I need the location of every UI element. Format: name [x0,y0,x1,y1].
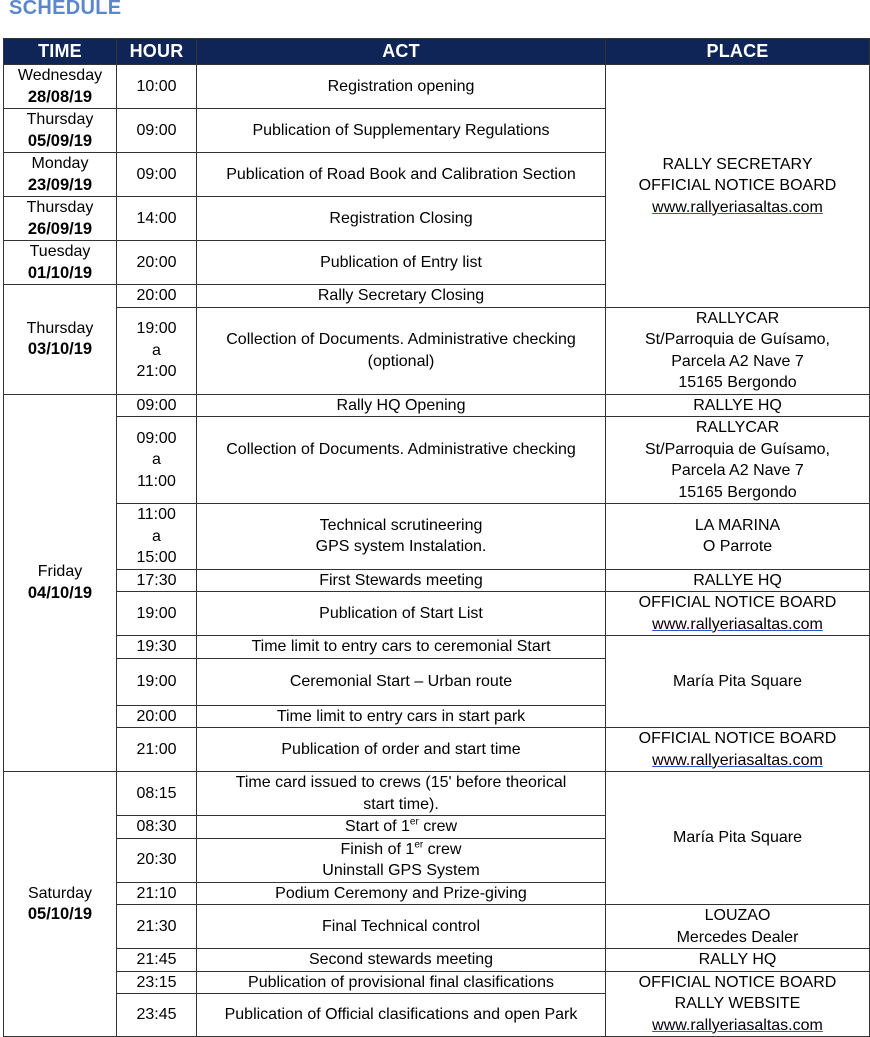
hour-cell: 19:00 [117,592,197,636]
day-name: Saturday [27,884,93,902]
day-name: Tuesday [29,243,91,260]
hour-cell: 20:00 [117,241,197,285]
header-row [4,39,870,65]
day-date: 04/10/19 [27,583,93,602]
act-cell: Second stewards meeting [197,949,606,972]
header-time: TIME [4,39,117,65]
act-cell [197,816,606,839]
act-cell: Publication of Official clasifications and open Park [197,994,606,1037]
act-line: Uninstall GPS System [322,862,480,879]
table-row [4,728,870,772]
table-row [4,569,870,592]
hour-cell: 23:15 [117,971,197,994]
place-line: RALLYCAR [695,419,780,436]
place-cell: RALLYE HQ [606,394,870,417]
act-text: Start of 1 [344,818,410,835]
act-cell: Collection of Documents. Administrative checking [197,417,606,504]
website-link[interactable]: www.rallyeriasaltas.com [652,198,823,216]
hour-cell: 23:45 [117,994,197,1037]
website-link[interactable]: www.rallyeriasaltas.com [652,1016,823,1034]
day-name: Thursday [26,199,94,216]
act-cell: Rally HQ Opening [197,394,606,417]
act-cell: Publication of provisional final clasifications [197,971,606,994]
act-cell [197,504,606,570]
place-line: OFFICIAL NOTICE BOARD [638,973,837,991]
day-name: Friday [37,563,83,581]
hour-cell: 20:30 [117,838,197,882]
header-place: PLACE [606,39,870,65]
day-cell [4,153,117,197]
place-cell [606,65,870,308]
header-hour: HOUR [117,39,197,65]
place-line: 15165 Bergondo [678,374,797,391]
place-line: RALLY WEBSITE [674,995,801,1012]
day-cell [4,65,117,109]
hour-cell: 14:00 [117,197,197,241]
place-line: Mercedes Dealer [676,928,799,946]
place-line: O Parrote [702,538,773,556]
place-line: OFFICIAL NOTICE BOARD [638,177,837,194]
day-name: Monday [31,155,89,172]
day-cell [4,285,117,395]
place-cell [606,307,870,394]
place-line: Parcela A2 Nave 7 [671,352,804,370]
day-date: 05/09/19 [27,131,93,150]
act-cell: Time limit to entry cars in start park [197,705,606,728]
day-date: 26/09/19 [27,219,93,238]
day-cell [4,241,117,285]
hour-to: 21:00 [136,363,177,381]
day-name: Wednesday [17,67,103,84]
act-line: Time card issued to crews (15' before theorical [235,774,567,791]
hour-cell: 08:15 [117,772,197,816]
table-row [4,65,870,109]
act-cell: Publication of Supplementary Regulations [197,109,606,153]
table-row [4,592,870,636]
place-line: St/Parroquia de Guísamo, [645,440,830,458]
place-cell [606,417,870,504]
table-row [4,504,870,570]
act-text: crew [418,818,458,835]
table-row [4,949,870,972]
table-row [4,394,870,417]
act-cell: Ceremonial Start – Urban route [197,658,606,705]
website-link[interactable]: www.rallyeriasaltas.com [652,751,823,769]
act-cell: First Stewards meeting [197,569,606,592]
hour-sep: a [152,451,161,469]
hour-cell: 21:10 [117,882,197,905]
act-cell: Publication of Start List [197,592,606,636]
place-line: LA MARINA [694,516,781,534]
act-cell: Publication of Road Book and Calibration Section [197,153,606,197]
place-cell [606,971,870,1037]
place-line: LOUZAO [704,907,771,924]
place-cell [606,728,870,772]
hour-cell: 09:00 [117,109,197,153]
act-cell: Registration Closing [197,197,606,241]
hour-cell: 10:00 [117,65,197,109]
act-cell: Registration opening [197,65,606,109]
act-cell: Publication of Entry list [197,241,606,285]
act-line: start time). [363,795,439,813]
table-row [4,307,870,394]
day-date: 28/08/19 [27,87,93,106]
act-cell [197,838,606,882]
place-cell [606,592,870,636]
place-line: RALLY SECRETARY [662,155,813,173]
place-cell [606,905,870,949]
day-date: 01/10/19 [27,263,93,282]
table-row [4,417,870,504]
act-cell: Rally Secretary Closing [197,285,606,308]
day-cell [4,109,117,153]
hour-cell: 19:00 [117,658,197,705]
act-cell [197,307,606,394]
place-cell: María Pita Square [606,772,870,905]
website-link[interactable]: www.rallyeriasaltas.com [652,615,823,633]
hour-cell: 20:00 [117,705,197,728]
place-line: Parcela A2 Nave 7 [671,462,804,479]
place-line: St/Parroquia de Guísamo, [645,331,830,348]
header-act: ACT [197,39,606,65]
schedule-table [3,38,870,1037]
act-line: Collection of Documents. Administrative checking [226,331,576,348]
act-cell: Podium Ceremony and Prize-giving [197,882,606,905]
hour-cell [117,504,197,570]
act-cell [197,772,606,816]
table-row [4,772,870,816]
place-line: 15165 Bergondo [678,483,797,501]
act-superscript: er [409,816,419,828]
hour-from: 19:00 [136,320,177,338]
day-name: Thursday [26,319,94,337]
table-row [4,905,870,949]
day-name: Thursday [26,111,94,128]
hour-to: 11:00 [137,472,176,490]
act-line: GPS system Instalation. [315,538,487,556]
day-date: 05/10/19 [27,905,93,923]
act-line: Technical scrutineering [319,516,483,534]
act-superscript: er [414,839,424,851]
place-line: OFFICIAL NOTICE BOARD [638,730,837,747]
hour-cell: 09:00 [117,153,197,197]
act-cell: Publication of order and start time [197,728,606,772]
hour-sep: a [152,341,161,359]
day-cell [4,197,117,241]
day-date: 03/10/19 [27,340,93,359]
hour-cell: 08:30 [117,816,197,839]
place-cell: María Pita Square [606,636,870,728]
hour-cell: 21:45 [117,949,197,972]
act-cell: Time limit to entry cars to ceremonial Start [197,636,606,659]
place-cell: RALLY HQ [606,949,870,972]
act-cell: Final Technical control [197,905,606,949]
hour-from: 09:00 [136,429,177,447]
hour-cell [117,307,197,394]
act-line: (optional) [367,352,435,370]
place-cell: RALLYE HQ [606,569,870,592]
day-date: 23/09/19 [27,175,93,194]
hour-cell: 19:30 [117,636,197,659]
hour-from: 11:00 [137,506,176,523]
place-line: OFFICIAL NOTICE BOARD [638,594,837,611]
place-line: RALLYCAR [695,309,780,327]
table-row [4,636,870,659]
day-cell [4,772,117,1037]
hour-cell: 21:00 [117,728,197,772]
act-text: Finish of 1 [340,840,415,858]
hour-cell: 17:30 [117,569,197,592]
hour-cell: 09:00 [117,394,197,417]
day-cell [4,394,117,772]
hour-cell: 21:30 [117,905,197,949]
act-text: crew [423,840,462,858]
hour-sep: a [152,527,161,545]
place-cell [606,504,870,570]
hour-to: 15:00 [136,549,177,566]
act-line [197,839,605,861]
page-title: SCHEDULE [9,0,122,19]
hour-cell: 20:00 [117,285,197,308]
table-row [4,971,870,994]
hour-cell [117,417,197,504]
